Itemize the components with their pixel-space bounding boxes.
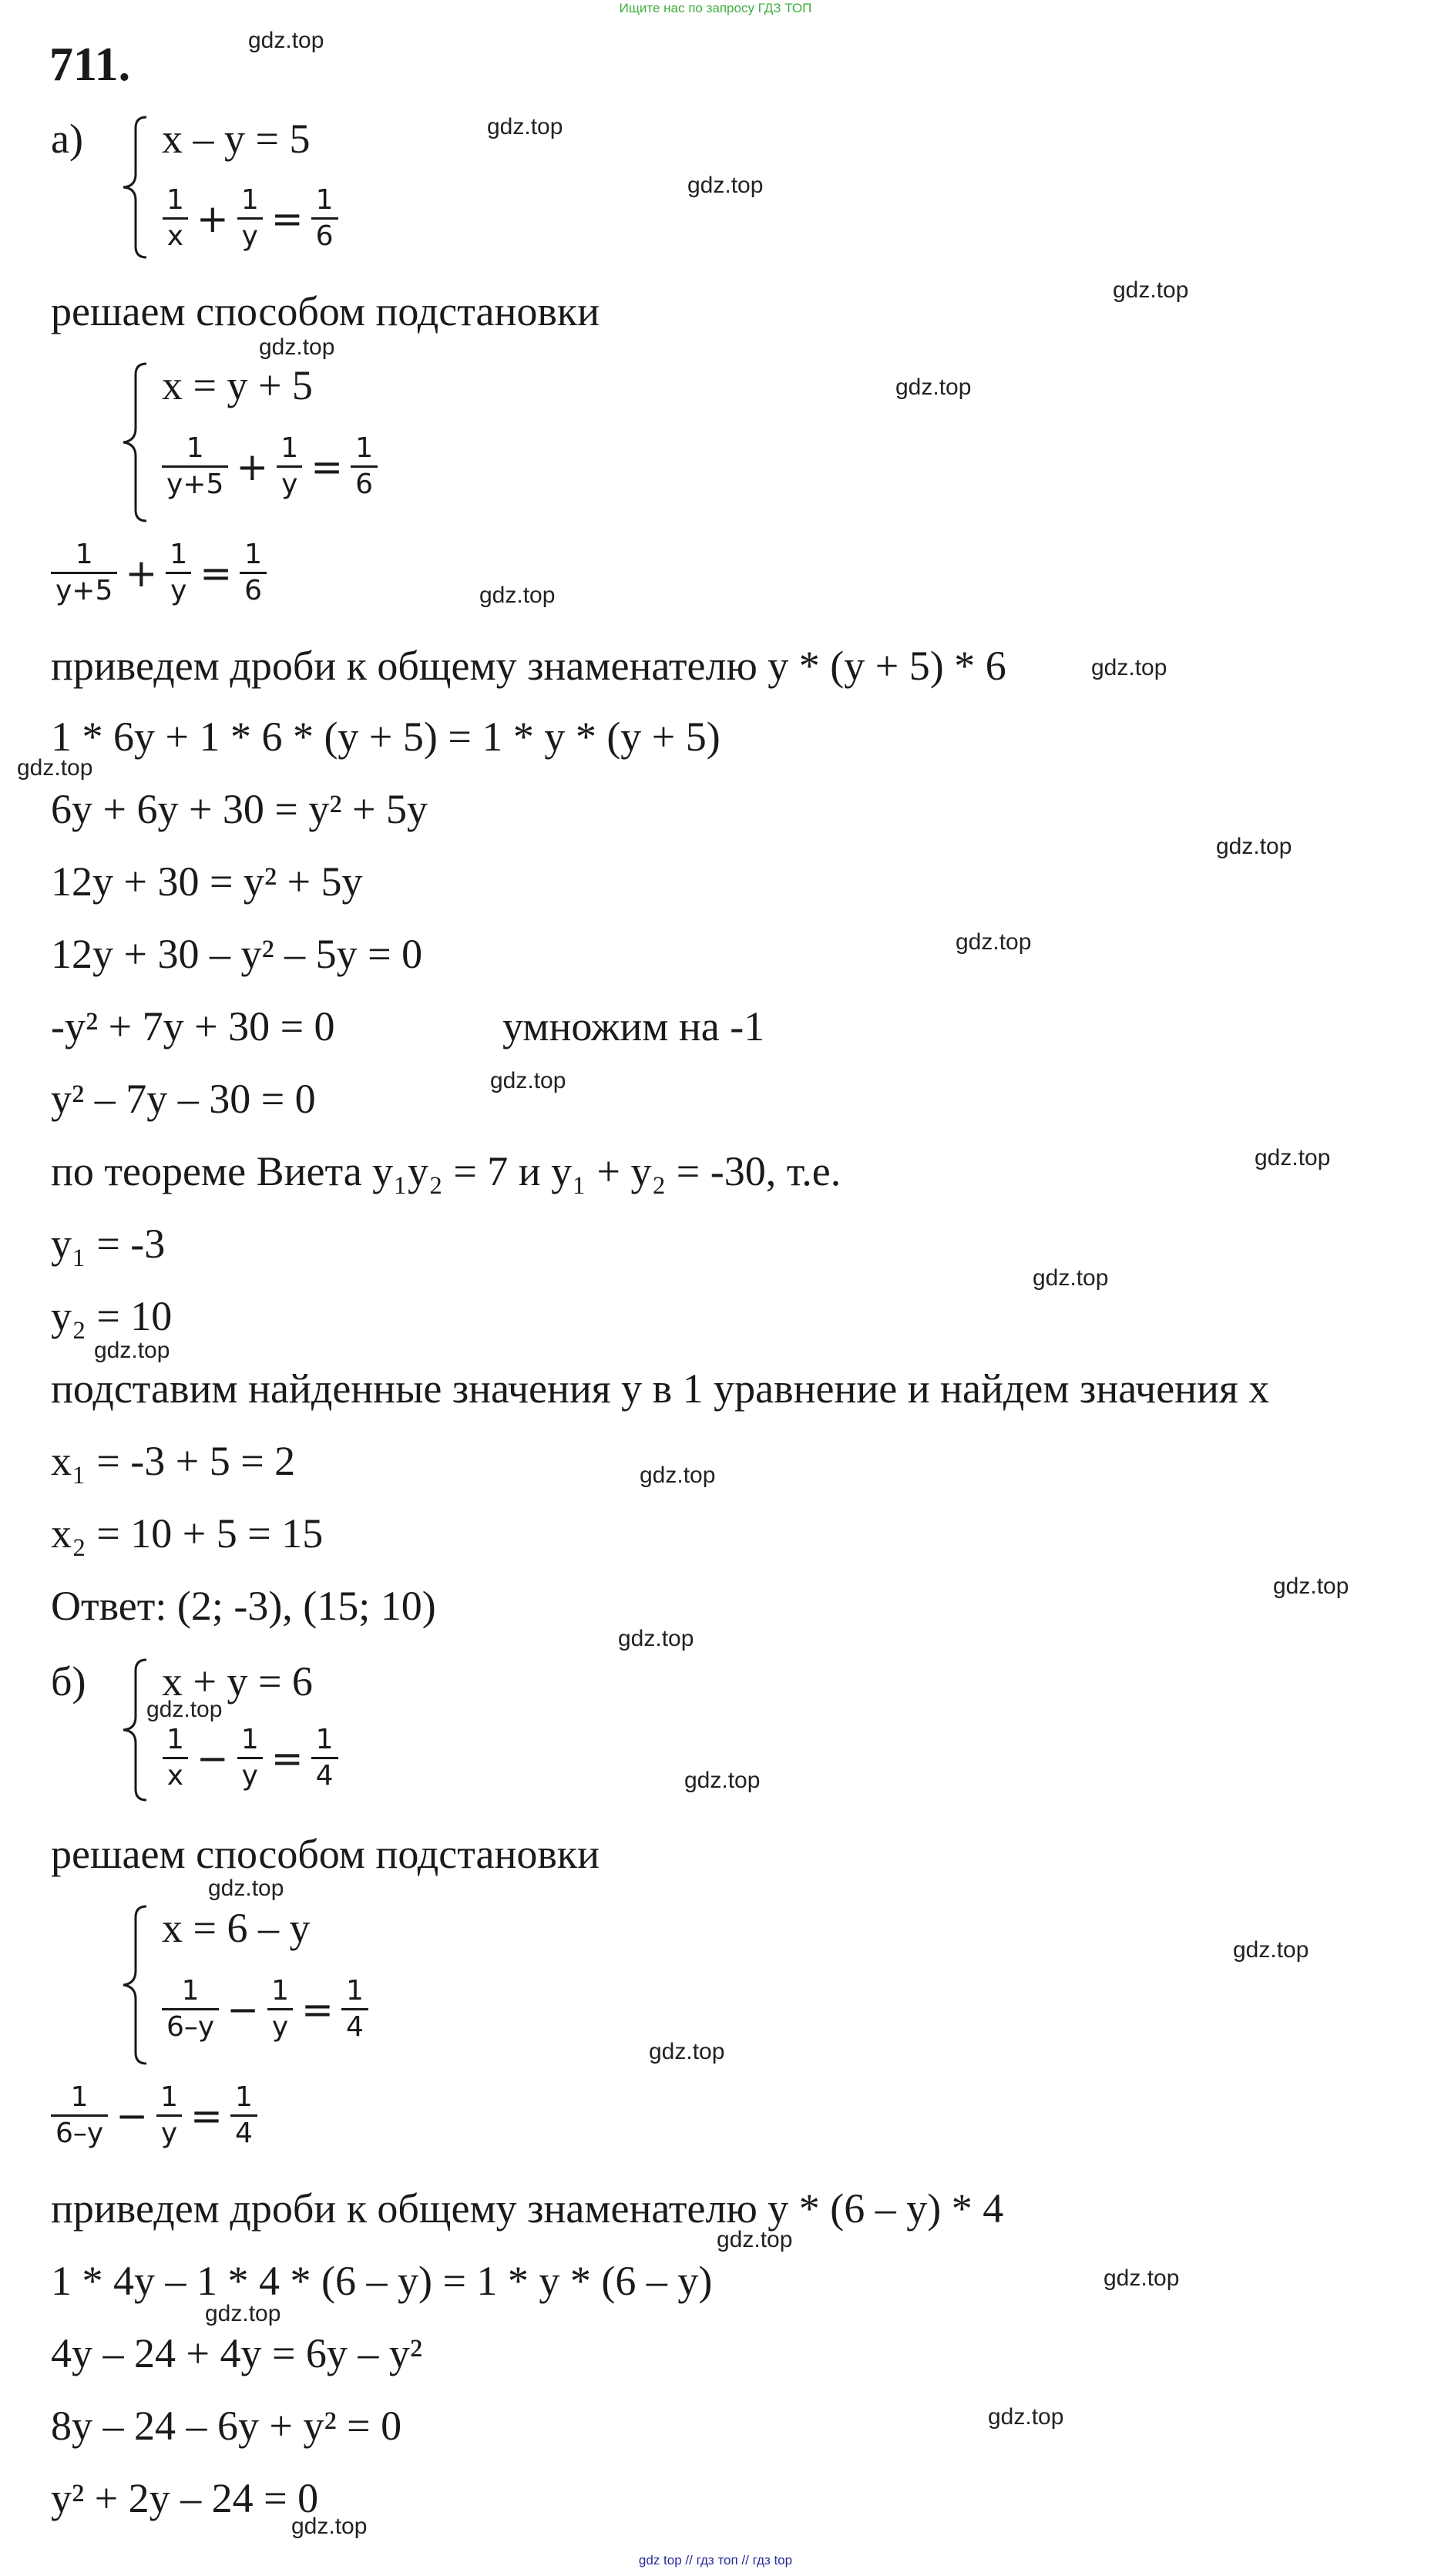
part-a-label: а) — [51, 116, 83, 162]
b-method-text: решаем способом подстановки — [51, 1831, 600, 1877]
b-common-denominator: приведем дроби к общему знаменателю y * (6 – y) * 4 — [51, 2185, 1004, 2232]
a-step-1: 1 * 6y + 1 * 6 * (y + 5) = 1 * y * (y + 5) — [51, 714, 721, 760]
watermark: gdz.top — [1216, 834, 1292, 859]
watermark: gdz.top — [490, 1068, 566, 1093]
b-system1-eq2: $\frac{1}{x}$ − $\frac{1}{y}$ = $\frac{1}{4}$ — [159, 1723, 341, 1793]
a-root-y1: y₁ = -3 — [51, 1221, 166, 1267]
watermark: gdz.top — [618, 1626, 694, 1651]
watermark: gdz.top — [1273, 1573, 1349, 1599]
a-x2: x₂ = 10 + 5 = 15 — [51, 1510, 324, 1557]
watermark: gdz.top — [291, 2514, 368, 2539]
b-equation-fractions: $\frac{1}{6-y}$ − $\frac{1}{y}$ = $\frac{1}{4}$ — [48, 2081, 260, 2151]
watermark: gdz.top — [1255, 1145, 1331, 1170]
a-method-text: решаем способом подстановки — [51, 288, 600, 334]
b-system2-eq1: x = 6 – y — [162, 1905, 311, 1951]
watermark: gdz.top — [17, 755, 93, 781]
b-step-1: 1 * 4y – 1 * 4 * (6 – y) = 1 * y * (6 – y) — [51, 2258, 713, 2304]
watermark: gdz.top — [1233, 1937, 1309, 1963]
system-brace-b1 — [116, 1657, 154, 1803]
watermark: gdz.top — [687, 173, 764, 198]
system-brace-a2 — [116, 361, 154, 524]
a-system2-eq1: x = y + 5 — [162, 362, 313, 408]
problem-number: 711. — [49, 39, 131, 91]
watermark: gdz.top — [146, 1697, 223, 1722]
part-b-label: б) — [51, 1658, 86, 1704]
a-system1-eq1: x – y = 5 — [162, 116, 311, 162]
watermark: gdz.top — [649, 2039, 725, 2064]
a-system2-eq2: $\frac{1}{y+5}$ + $\frac{1}{y}$ = $\frac{1}{6}$ — [159, 432, 381, 502]
watermark: gdz.top — [479, 583, 556, 608]
a-equation-fractions: $\frac{1}{y+5}$ + $\frac{1}{y}$ = $\frac{1}{6}$ — [48, 538, 270, 608]
watermark: gdz.top — [94, 1338, 170, 1363]
a-step-3: 12y + 30 = y² + 5y — [51, 858, 363, 905]
b-step-4: y² + 2y – 24 = 0 — [51, 2475, 319, 2521]
a-vieta: по теореме Виета y₁y₂ = 7 и y₁ + y₂ = -30, т.е. — [51, 1148, 841, 1194]
watermark: gdz.top — [717, 2227, 793, 2252]
watermark: gdz.top — [248, 28, 324, 53]
b-system1-eq1: x + y = 6 — [162, 1658, 313, 1704]
a-step-2: 6y + 6y + 30 = y² + 5y — [51, 786, 428, 832]
a-answer: Ответ: (2; -3), (15; 10) — [51, 1583, 436, 1629]
watermark: gdz.top — [1091, 655, 1167, 680]
a-step-6: y² – 7y – 30 = 0 — [51, 1076, 316, 1122]
watermark: gdz.top — [895, 374, 972, 400]
watermark: gdz.top — [956, 929, 1032, 955]
system-brace-b2 — [116, 1903, 154, 2067]
watermark: gdz.top — [684, 1768, 761, 1793]
b-step-2: 4y – 24 + 4y = 6y – y² — [51, 2330, 423, 2376]
a-step-5-note: умножим на -1 — [502, 1003, 765, 1050]
a-substitute-text: подставим найденные значения y в 1 уравнение и найдем значения x — [51, 1365, 1270, 1412]
a-root-y2: y₂ = 10 — [51, 1293, 173, 1339]
watermark: gdz.top — [640, 1463, 716, 1488]
system-brace-a1 — [116, 114, 154, 260]
watermark: gdz.top — [259, 334, 335, 360]
b-step-3: 8y – 24 – 6y + y² = 0 — [51, 2403, 402, 2449]
a-step-5: -y² + 7y + 30 = 0 — [51, 1003, 335, 1050]
b-system2-eq2: $\frac{1}{6-y}$ − $\frac{1}{y}$ = $\frac{1}{4}$ — [159, 1974, 371, 2044]
watermark: gdz.top — [1103, 2265, 1180, 2291]
watermark: gdz.top — [205, 2301, 281, 2326]
watermark: gdz.top — [1113, 277, 1189, 303]
a-system1-eq2: $\frac{1}{x}$ + $\frac{1}{y}$ = $\frac{1}{6}$ — [159, 183, 341, 254]
watermark: gdz.top — [208, 1876, 284, 1901]
watermark: gdz.top — [487, 114, 563, 139]
a-common-denominator: приведем дроби к общему знаменателю y * (y + 5) * 6 — [51, 643, 1006, 689]
watermark: gdz.top — [1033, 1265, 1109, 1291]
a-step-4: 12y + 30 – y² – 5y = 0 — [51, 931, 423, 977]
a-x1: x₁ = -3 + 5 = 2 — [51, 1438, 296, 1484]
top-banner: Ищите нас по запросу ГДЗ ТОП — [619, 1, 812, 15]
watermark: gdz.top — [988, 2404, 1064, 2430]
bottom-banner: gdz top // гдз топ // гдз top — [638, 2553, 793, 2568]
